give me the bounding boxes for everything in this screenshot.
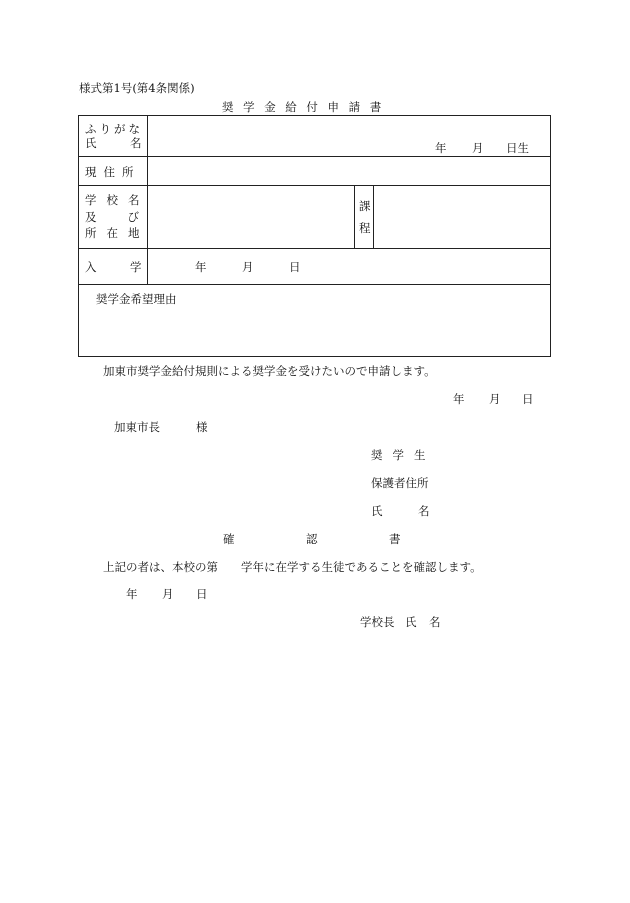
principal-name-label-second: 名 [429,615,441,629]
application-month-label: 月 [489,392,501,406]
school-name-label: 学校名 [85,193,150,207]
application-statement: 加東市奨学金給付規則による奨学金を受けたいので申請します。 [103,364,436,378]
course-divider-left [354,185,355,248]
entry-day-label: 日 [289,260,301,274]
entry-label-second: 学 [130,260,142,274]
form-number: 様式第1号(第4条関係) [79,81,195,95]
name-label-first: 氏 [85,136,97,150]
entry-label-first: 入 [85,260,97,274]
confirmation-month-label: 月 [162,587,174,601]
principal-name-label-first: 氏 [405,615,417,629]
confirmation-statement: 上記の者は、本校の第 学年に在学する生徒であることを確認します。 [103,560,482,574]
school-and-label: 及び [85,210,170,224]
row-divider [79,185,550,186]
application-year-label: 年 [453,392,465,406]
confirmation-title-char-3: 書 [389,532,401,546]
name-label-second: 名 [130,136,142,150]
form-title: 奨学金給付申請書 [222,100,391,114]
confirmation-day-label: 日 [196,587,208,601]
furigana-label: ふりがな [85,122,143,136]
school-location-label: 所在地 [85,226,150,240]
birth-day-label: 日生 [506,141,529,155]
guardian-name-label-second: 名 [418,504,430,518]
course-label-top: 課 [359,199,371,213]
confirmation-title-char-1: 確 [223,532,235,546]
application-day-label: 日 [522,392,534,406]
birth-month-label: 月 [472,141,484,155]
guardian-name-label-first: 氏 [371,504,383,518]
application-table [78,115,551,357]
student-label: 奨学生 [371,448,436,462]
confirmation-title-char-2: 認 [306,532,318,546]
row-divider [79,156,550,157]
principal-label: 学校長 [360,615,395,629]
entry-month-label: 月 [242,260,254,274]
row-divider [79,284,550,285]
course-label-bottom: 程 [359,221,371,235]
entry-year-label: 年 [195,260,207,274]
row-divider [79,248,550,249]
mayor-honorific: 様 [196,420,208,434]
mayor-label: 加東市長 [114,420,160,434]
confirmation-year-label: 年 [126,587,138,601]
address-label: 現住所 [85,165,141,179]
reason-label: 奨学金希望理由 [96,292,177,306]
course-divider-right [373,185,374,248]
guardian-address-label: 保護者住所 [371,476,429,490]
birth-year-label: 年 [435,141,447,155]
